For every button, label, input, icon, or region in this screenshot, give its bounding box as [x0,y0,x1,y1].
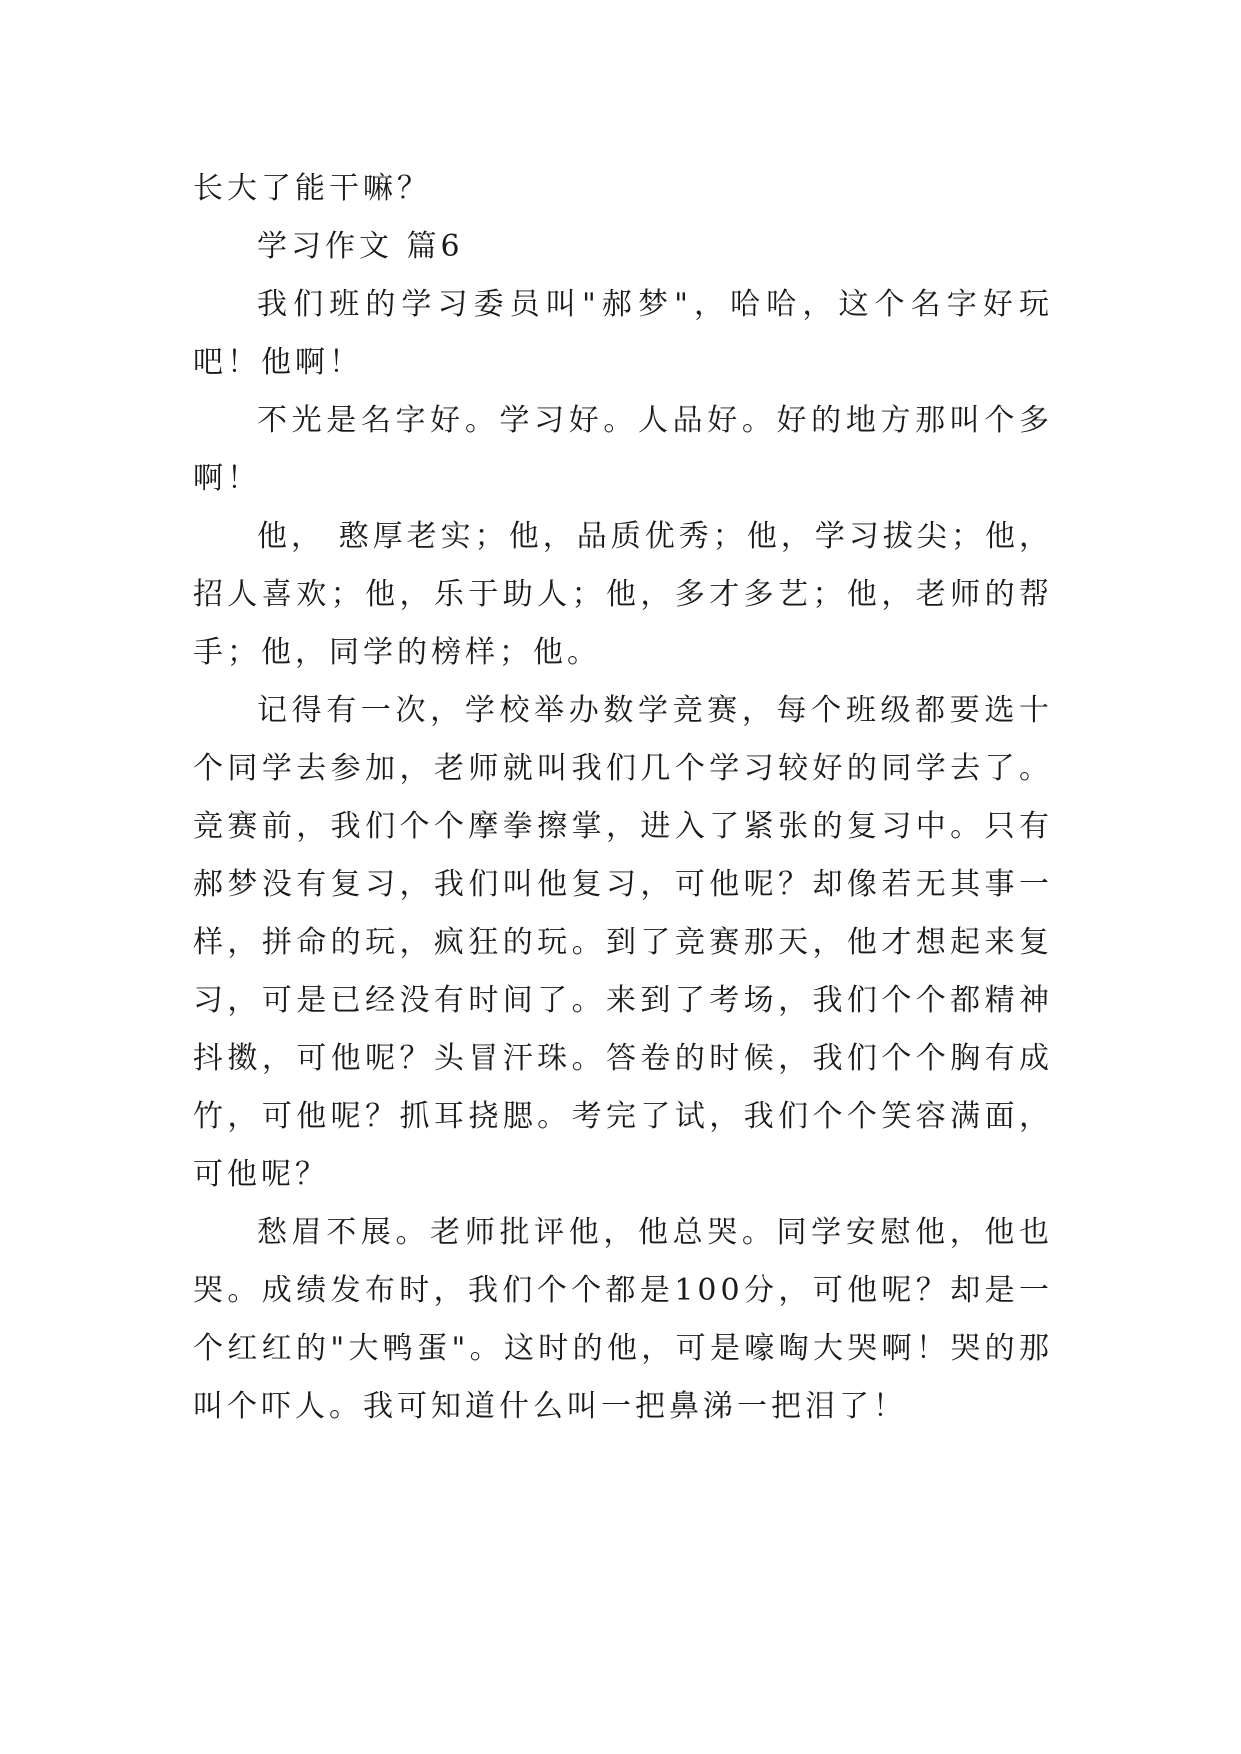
essay-heading: 学习作文 篇6 [257,229,464,264]
paragraph-5: 他， 憨厚老实；他，品质优秀；他，学习拔尖；他，招人喜欢；他，乐于助人；他，多才多艺；他，老师的帮手；他，同学的榜样；他。 [193,519,1053,670]
essay-body [193,160,1053,1436]
paragraph-1: 长大了能干嘛？ [193,171,431,206]
paragraph-4: 不光是名字好。学习好。人品好。好的地方那叫个多啊！ [193,403,1053,496]
paragraph-7: 愁眉不展。老师批评他，他总哭。同学安慰他，他也哭。成绩发布时，我们个个都是100分，可他呢？却是一个红红的"大鸭蛋"。这时的他，可是嚎啕大哭啊！哭的那叫个吓人。我可知道什么叫一把鼻涕一把泪了！ [193,1215,1053,1424]
paragraph-3: 我们班的学习委员叫"郝梦"，哈哈，这个名字好玩吧！他啊！ [193,287,1053,380]
paragraph-6: 记得有一次，学校举办数学竞赛，每个班级都要选十个同学去参加，老师就叫我们几个学习较好的同学去了。竞赛前，我们个个摩拳擦掌，进入了紧张的复习中。只有郝梦没有复习，我们叫他复习，可他呢？却像若无其事一样，拼命的玩，疯狂的玩。到了竞赛那天，他才想起来复习，可是已经没有时间了。来到了考场，我们个个都精神抖擞，可他呢？头冒汗珠。答卷的时候，我们个个胸有成竹，可他呢？抓耳挠腮。考完了试，我们个个笑容满面，可他呢？ [193,693,1053,1192]
